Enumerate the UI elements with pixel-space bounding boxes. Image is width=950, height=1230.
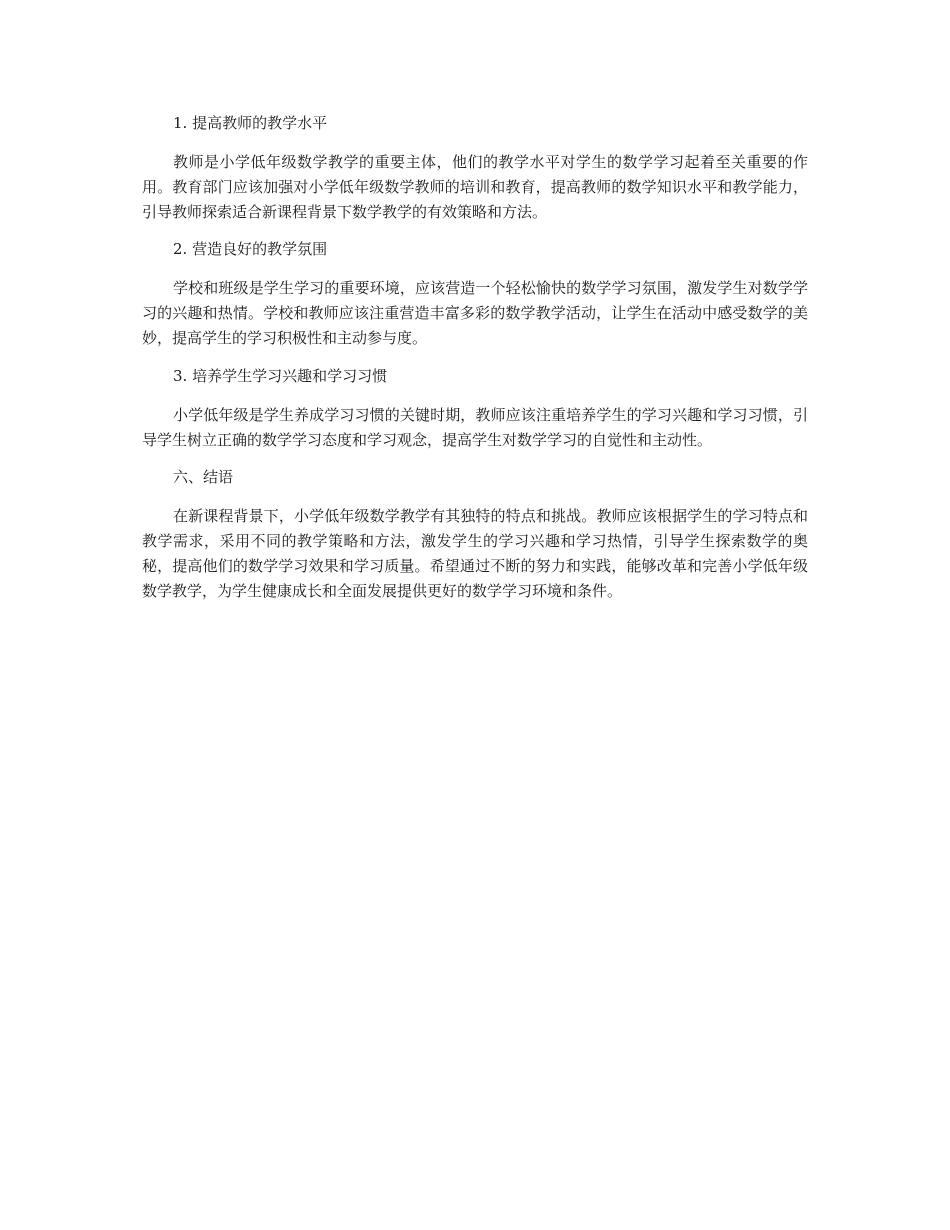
section-heading: 2. 营造良好的教学氛围 bbox=[173, 240, 328, 259]
section-paragraph: 学校和班级是学生学习的重要环境，应该营造一个轻松愉快的数学学习氛围，激发学生对数学学习的兴趣和热情。学校和教师应该注重营造丰富多彩的数学教学活动，让学生在活动中感受数学的美妙，提高学生的学习积极性和主动参与度。 bbox=[142, 279, 808, 347]
section-1 bbox=[142, 110, 808, 224]
section-2 bbox=[142, 236, 808, 350]
section-heading: 3. 培养学生学习兴趣和学习习惯 bbox=[173, 366, 388, 385]
section-3 bbox=[142, 363, 808, 453]
section-heading: 1. 提高教师的教学水平 bbox=[173, 114, 328, 132]
section-conclusion bbox=[142, 464, 808, 603]
section-heading: 六、结语 bbox=[173, 468, 234, 487]
document-page bbox=[142, 110, 808, 616]
section-paragraph: 小学低年级是学生养成学习习惯的关键时期，教师应该注重培养学生的学习兴趣和学习习惯，引导学生树立正确的数学学习态度和学习观念，提高学生对数学学习的自觉性和主动性。 bbox=[142, 405, 808, 449]
section-paragraph: 教师是小学低年级数学教学的重要主体，他们的教学水平对学生的数学学习起着至关重要的作用。教育部门应该加强对小学低年级数学教师的培训和教育，提高教师的数学知识水平和教学能力，引导教师探索适合新课程背景下数学教学的有效策略和方法。 bbox=[142, 153, 808, 221]
section-paragraph: 在新课程背景下，小学低年级数学教学有其独特的特点和挑战。教师应该根据学生的学习特点和教学需求，采用不同的教学策略和方法，激发学生的学习兴趣和学习热情，引导学生探索数学的奥秘，提高他们的数学学习效果和学习质量。希望通过不断的努力和实践，能够改革和完善小学低年级数学教学，为学生健康成长和全面发展提供更好的数学学习环境和条件。 bbox=[142, 507, 808, 600]
